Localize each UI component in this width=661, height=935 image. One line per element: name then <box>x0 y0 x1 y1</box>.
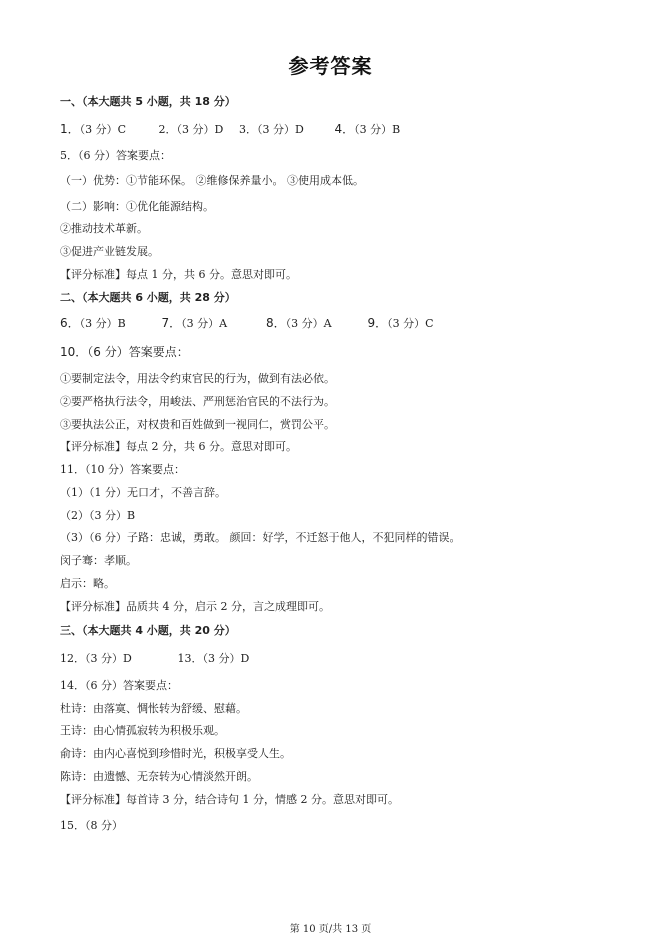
answer-item: 3．（3 分）D <box>239 123 304 136</box>
answer-line: （二）影响：①优化能源结构。 <box>60 200 214 213</box>
answer-item: 2．（3 分）D <box>158 123 224 136</box>
answer-item: 12．（3 分）D <box>60 652 132 665</box>
answer-item: 13．（3 分）D <box>177 652 250 665</box>
answer-line: 14．（6 分）答案要点： <box>60 679 178 692</box>
grading-criteria: 【评分标准】每点 2 分，共 6 分。意思对即可。 <box>60 440 297 453</box>
answer-line: 杜诗：由落寞、惆怅转为舒缓、慰藉。 <box>60 702 247 715</box>
answer-line: ①要制定法令，用法令约束官民的行为，做到有法必依。 <box>60 372 335 385</box>
answer-line: （一）优势：①节能环保。 ②维修保养量小。 ③使用成本低。 <box>60 174 364 187</box>
grading-criteria: 【评分标准】品质共 4 分，启示 2 分，言之成理即可。 <box>60 600 330 613</box>
answer-item: 7．（3 分）A <box>161 316 228 330</box>
answer-item: 1．（3 分）C <box>60 122 127 136</box>
grading-criteria: 【评分标准】每点 1 分，共 6 分。意思对即可。 <box>60 268 297 281</box>
answer-item: 4．（3 分）B <box>334 122 401 136</box>
answer-line: ③要执法公正，对权贵和百姓做到一视同仁，赏罚公平。 <box>60 418 335 431</box>
answer-line: ②要严格执行法令，用峻法、严刑惩治官民的不法行为。 <box>60 395 335 408</box>
answer-line: 启示：略。 <box>60 577 115 590</box>
answer-line: （3）（6 分）子路：忠诚，勇敢。 颜回：好学，不迁怒于他人，不犯同样的错误。 <box>60 531 461 544</box>
answer-line: （2）（3 分）B <box>60 509 136 522</box>
answers-row <box>60 316 434 331</box>
answer-item: 8．（3 分）A <box>266 316 332 330</box>
answer-line: ③促进产业链发展。 <box>60 245 159 258</box>
answer-line: ②推动技术革新。 <box>60 222 148 235</box>
answers-row <box>60 652 249 666</box>
answers-row <box>60 122 400 137</box>
answer-line: 王诗：由心情孤寂转为积极乐观。 <box>60 724 225 737</box>
answer-line: 11．（10 分）答案要点： <box>60 463 185 476</box>
answer-line: 10．（6 分）答案要点： <box>60 345 189 359</box>
section-heading: 三、（本大题共 4 小题，共 20 分） <box>60 624 236 637</box>
answer-line: 闵子骞：孝顺。 <box>60 554 137 567</box>
page-title: 参考答案 <box>288 54 373 78</box>
answer-line: 俞诗：由内心喜悦到珍惜时光，积极享受人生。 <box>60 747 291 760</box>
answer-line: 15．（8 分） <box>60 819 123 832</box>
section-heading: 一、（本大题共 5 小题，共 18 分） <box>60 95 236 108</box>
answer-item: 9．（3 分）C <box>367 316 434 330</box>
answer-line: 陈诗：由遗憾、无奈转为心情淡然开朗。 <box>60 770 258 783</box>
answer-item: 6．（3 分）B <box>60 316 126 330</box>
grading-criteria: 【评分标准】每首诗 3 分，结合诗句 1 分，情感 2 分。意思对即可。 <box>60 793 399 806</box>
page-number: 第 10 页/共 13 页 <box>289 924 372 935</box>
answer-line: 5．（6 分）答案要点： <box>60 149 171 162</box>
section-heading: 二、（本大题共 6 小题，共 28 分） <box>60 291 236 304</box>
answer-line: （1）（1 分）无口才，不善言辞。 <box>60 486 226 499</box>
